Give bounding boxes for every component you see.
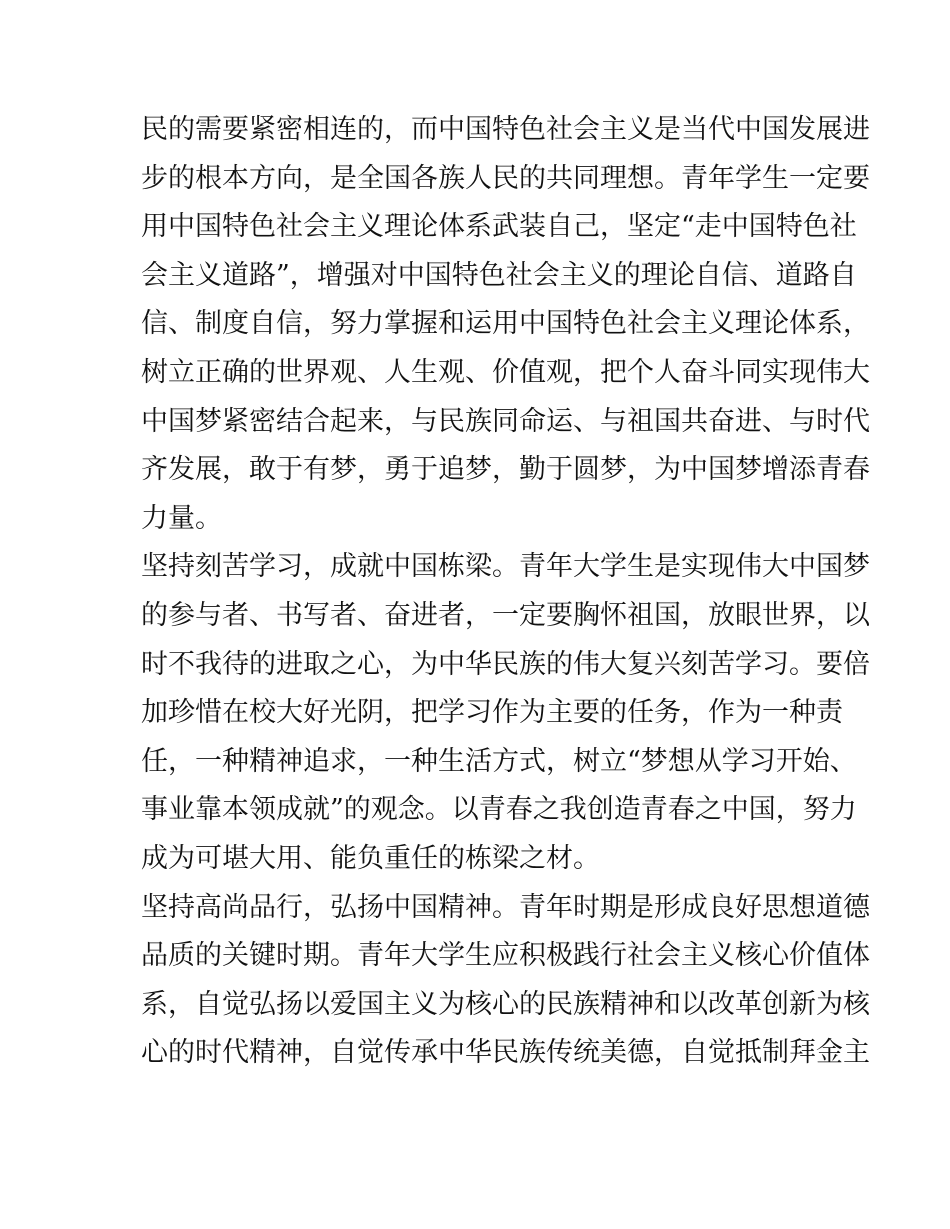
- text-line: 成为可堪大用、能负重任的栋梁之材。: [141, 842, 600, 874]
- text-line: 加珍惜在校大好光阴，把学习作为主要的任务，作为一种责: [141, 697, 843, 729]
- text-line: 步的根本方向，是全国各族人民的共同理想。青年学生一定要: [141, 162, 870, 194]
- text-line: 齐发展，敢于有梦，勇于追梦，勤于圆梦，为中国梦增添青春: [141, 454, 870, 486]
- text-line: 时不我待的进取之心，为中华民族的伟大复兴刻苦学习。要倍: [141, 648, 870, 680]
- text-line: 民的需要紧密相连的，而中国特色社会主义是当代中国发展进: [141, 114, 870, 145]
- text-line: 会主义道路”，增强对中国特色社会主义的理论自信、道路自: [141, 259, 857, 291]
- text-line: 品质的关键时期。青年大学生应积极践行社会主义核心价值体: [141, 940, 870, 972]
- text-line: 信、制度自信，努力掌握和运用中国特色社会主义理论体系，: [141, 308, 870, 340]
- paragraph-1: [141, 106, 870, 543]
- text-line: 系，自觉弘扬以爱国主义为核心的民族精神和以改革创新为核: [141, 988, 870, 1020]
- text-line: 力量。: [141, 502, 222, 534]
- text-line: 用中国特色社会主义理论体系武装自己，坚定“走中国特色社: [141, 211, 857, 243]
- text-line: 任，一种精神追求，一种生活方式，树立“梦想从学习开始、: [141, 745, 857, 777]
- text-line: 坚持高尚品行，弘扬中国精神。青年时期是形成良好思想道德: [141, 891, 870, 923]
- paragraph-2: [141, 543, 870, 883]
- text-line: 事业靠本领成就”的观念。以青春之我创造青春之中国，努力: [141, 794, 857, 826]
- paragraph-3: [141, 884, 870, 1078]
- text-line: 树立正确的世界观、人生观、价值观，把个人奋斗同实现伟大: [141, 356, 870, 388]
- body-text: [141, 106, 870, 1078]
- text-line: 的参与者、书写者、奋进者，一定要胸怀祖国，放眼世界，以: [141, 599, 870, 631]
- text-line: 心的时代精神，自觉传承中华民族传统美德，自觉抵制拜金主: [141, 1037, 870, 1069]
- text-line: 坚持刻苦学习，成就中国栋梁。青年大学生是实现伟大中国梦: [141, 551, 870, 583]
- text-line: 中国梦紧密结合起来，与民族同命运、与祖国共奋进、与时代: [141, 405, 870, 437]
